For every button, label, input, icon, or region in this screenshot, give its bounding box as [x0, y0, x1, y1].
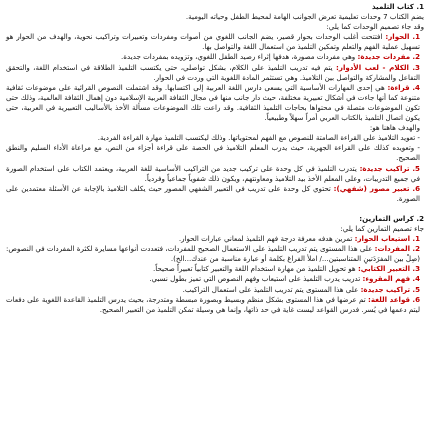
- section-divider: [6, 204, 424, 214]
- item-number: 5.: [412, 284, 420, 294]
- list-item: [6, 164, 424, 184]
- list-item: [6, 133, 424, 143]
- item-text: والهدف هاهنا هو:: [369, 123, 420, 133]
- item-label: مفردات جديدة:: [357, 52, 411, 62]
- item-text: تدريب يدرب التلميذ على استيعاب وفهم النصوص التي تميز بطول نسبي.: [149, 274, 361, 284]
- list-item: [6, 285, 424, 295]
- section-1-items: [6, 32, 424, 204]
- section-2-design-intro: جاء تصميم التمارين كما يلي:: [340, 223, 424, 233]
- item-text: هو تحويل التلميذ من مهارة استخدام اللغة والتعبير كتابياً تعبيراً صحيحاً.: [153, 264, 356, 274]
- item-label: التعبير الكتابي:: [357, 264, 411, 274]
- item-number: 1.: [412, 32, 420, 42]
- item-number: 4.: [412, 274, 420, 284]
- section-2-items: [6, 234, 424, 315]
- item-label: تراكيب جديدة:: [359, 163, 410, 173]
- item-label: تراكيب جديدة:: [360, 284, 411, 294]
- item-text: هي إحدى المهارات الأساسية التي يسعى دارس اللغة العربية إلى اكتسابها. وقد اشتملت النصوص القرائية على موضوعات ثقافية متنوعة كما أنها جاءت في أشكال تعبيرية مختلفة، حيث دار جانب منها في مجال الثقافة العربية الإسلامية دون إهمال الثقافة العالمية، وذلك حتى تكون الموضوعات متصلة في محتواها بحاجات التلميذ الثقافية. وقد راعت تلك الموضوعات مسألة الأخذ بالأساليب التعبيرية في العربية، حتى يكون اتصال التلميذ بالكتاب العربي أمراً سهلاً وطبيعياً.: [6, 82, 420, 123]
- item-text: يتدرب التلميذ في كل وحدة على تركيب جديد من التراكيب الأساسية للغة العربية، ويعتمد الكتاب على استخدام الصورة في جميع التدريبات، وعلى المعلم الأخذ بيد التلاميذ ومعاونتهم، ويكون ذلك شفوياً جماعياً وفردياً.: [6, 163, 420, 183]
- list-item: [6, 52, 424, 62]
- item-label: استيعاب الحوار:: [354, 234, 411, 244]
- item-text: - وتعويده كذلك على القراءة الجهرية، حيث يدرب المعلم التلاميذ في الحصة على قراءة أجزاء من النص، مع مراعاة الأداء السليم والنطق الصحيح.: [6, 143, 420, 163]
- list-item: [6, 274, 424, 284]
- item-text: يتم فيه تدريب التلميذ على الكلام، بشكل تواصلي، حتى يكتسب التلميذ الطلاقة في استخدام اللغة، والتحقق التفاعل والمشاركة والتواصل بين التلاميذ. وهي تستثمر المادة اللغوية التي وردت في الحوار.: [6, 62, 420, 82]
- item-number: 3.: [412, 62, 420, 72]
- item-number: 4.: [412, 82, 420, 92]
- section-1-design-intro: وقد جاء تصميم الوحدات كما يلي:: [326, 22, 424, 32]
- item-label: الحوار:: [385, 32, 410, 42]
- item-number: 2.: [412, 244, 420, 254]
- item-number: 5.: [412, 163, 420, 173]
- item-number: 6.: [412, 294, 420, 304]
- section-2-title: كراس التمارين:: [359, 213, 414, 223]
- item-number: 2.: [412, 52, 420, 62]
- item-text: وهي مفردات مصورة، هدفها إثراء رصيد الطفل اللغوي، وتزويده بمفردات جديدة.: [121, 52, 356, 62]
- section-1-heading: [6, 2, 424, 12]
- item-text: على هذا المستوى يتم تدريب التلميذ على الاستعمال الصحيح للمفردات، فتعددت أنواعها مسايرة لكثرة المفردات في النصوص: (صِلْ بين المفرَدَتينِ المتناسبتين.../ املأ الفراغ بكلمة أو عبارة مناسبة من عندك...الخ).: [6, 244, 420, 264]
- section-2-heading: [6, 214, 424, 224]
- list-item: [6, 295, 424, 315]
- item-number: 3.: [412, 264, 420, 274]
- item-label: قراءة:: [387, 82, 410, 92]
- section-1-number: 1.: [416, 2, 424, 11]
- section-1-intro: يضم الكتاب 7 وحدات تعليمية تعرض الجوانب الهامة لمحيط الطفل وحياته اليومية.: [185, 12, 424, 22]
- list-item: [6, 63, 424, 83]
- item-text: افتتحت أغلب الوحدات بحوار قصير، يضم الجانب اللغوي من أصوات ومفردات وتعبيرات وتراكيب نحوية، والهدف من الحوار هو تسهيل عملية الفهم والتعلم وتمكين التلميذ من استعمال اللغة والتواصل بها.: [6, 32, 420, 52]
- list-item: [6, 264, 424, 274]
- item-text: تحتوي كل وحدة على تدريب في التعبير الشفهي المصور حيث يكلف التلاميذ بالإجابة عن الأسئلة معتمدين على الصورة.: [6, 183, 420, 203]
- list-item: [6, 83, 424, 123]
- item-text: تم عرضها في هذا المستوى بشكل منظم وبسيط وبصورة مبسطة ومتدرجة، بحيث يدرس التلميذ القاعدة اللغوية على دفعات ليتم دعمها في يُسر. فدرس القواعد ليست غاية في حد ذاتها، وإنما هي وسيلة تمكن التلميذ من التعبير الصحيح.: [6, 294, 420, 314]
- item-text: - تعويد التلاميذ على القراءة الصامتة للنصوص مع الفهم لمحتوياتها. وذلك ليكتسب التلميذ مهارة القراءة الفردية.: [97, 133, 420, 143]
- item-label: فهم المقروء:: [362, 274, 411, 284]
- section-2-number: 2.: [416, 213, 424, 223]
- list-item: [6, 143, 424, 163]
- item-label: قواعد اللغة:: [367, 294, 411, 304]
- list-item: [6, 123, 424, 133]
- item-number: 6.: [412, 183, 420, 193]
- section-1-title: كتاب التلميذ: [371, 2, 414, 11]
- item-label: المفردات:: [374, 244, 411, 254]
- list-item: [6, 32, 424, 52]
- item-text: على هذا المستوى يتم تدريب التلميذ على استعمال التراكيب.: [182, 284, 359, 294]
- item-label: الكلام - لعب الأدوار:: [336, 62, 409, 72]
- item-label: تعبير مصور (شفهي):: [333, 183, 410, 193]
- item-number: 1.: [412, 234, 420, 244]
- list-item: [6, 184, 424, 204]
- item-text: تمرين هدفه معرفة درجة فهم التلميذ لمعاني عبارات الحوار.: [178, 234, 353, 244]
- list-item: [6, 244, 424, 264]
- list-item: [6, 234, 424, 244]
